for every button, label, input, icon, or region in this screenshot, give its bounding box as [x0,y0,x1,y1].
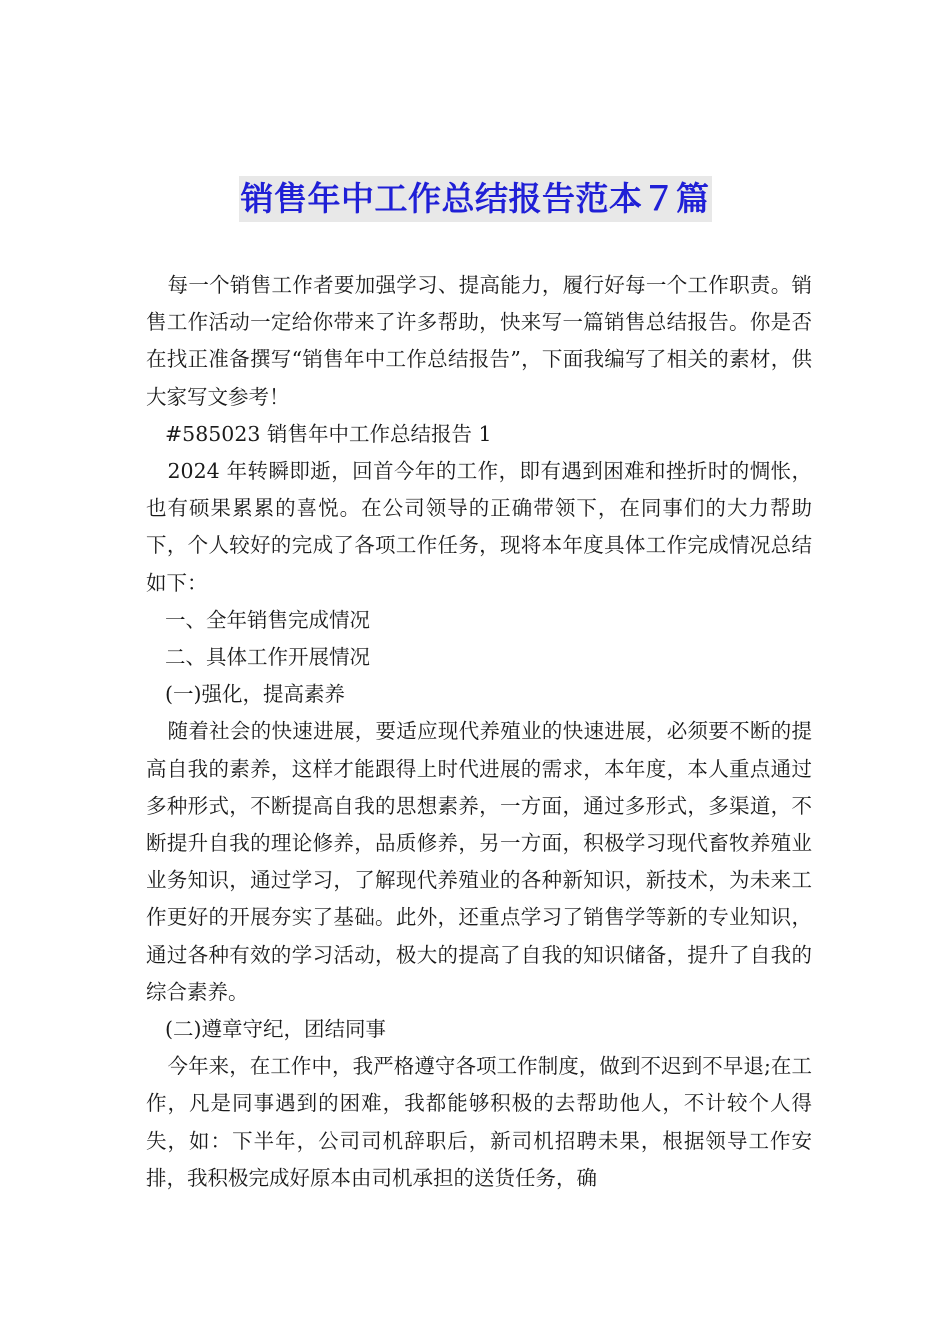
section-heading: 一、全年销售完成情况 [165,607,370,632]
document-title: 销售年中工作总结报告范本７篇 [239,176,712,222]
body-paragraph: 今年来，在工作中，我严格遵守各项工作制度，做到不迟到不早退;在工作，凡是同事遇到的困难，我都能够积极的去帮助他人，不计较个人得失，如：下半年，公司司机辞职后，新司机招聘未果，根据领导工作安排，我积极完成好原本由司机承担的送货任务，确 [146,1054,812,1190]
subsection-heading: (二)遵章守纪，团结同事 [165,1017,386,1042]
section-heading-report-1: #585023 销售年中工作总结报告 1 [165,421,492,446]
document-body [146,267,812,1197]
intro-paragraph: 每一个销售工作者要加强学习、提高能力，履行好每一个工作职责。销售工作活动一定给你带来了许多帮助，快来写一篇销售总结报告。你是否在找正准备撰写“销售年中工作总结报告”，下面我编写了相关的素材，供大家写文参考！ [146,273,812,409]
body-paragraph: 随着社会的快速进展，要适应现代养殖业的快速进展，必须要不断的提高自我的素养，这样才能跟得上时代进展的需求，本年度，本人重点通过多种形式，不断提高自我的思想素养，一方面，通过多形式，多渠道，不断提升自我的理论修养，品质修养，另一方面，积极学习现代畜牧养殖业业务知识，通过学习，了解现代养殖业的各种新知识，新技术，为未来工作更好的开展夯实了基础。此外，还重点学习了销售学等新的专业知识，通过各种有效的学习活动，极大的提高了自我的知识储备，提升了自我的综合素养。 [146,719,812,1004]
subsection-heading: (一)强化，提高素养 [165,682,345,707]
title-container [0,176,950,222]
section-heading: 二、具体工作开展情况 [165,645,370,670]
body-paragraph: 2024 年转瞬即逝，回首今年的工作，即有遇到困难和挫折时的惆怅，也有硕果累累的喜悦。在公司领导的正确带领下，在同事们的大力帮助下，个人较好的完成了各项工作任务，现将本年度具体工作完成情况总结如下： [146,459,812,595]
